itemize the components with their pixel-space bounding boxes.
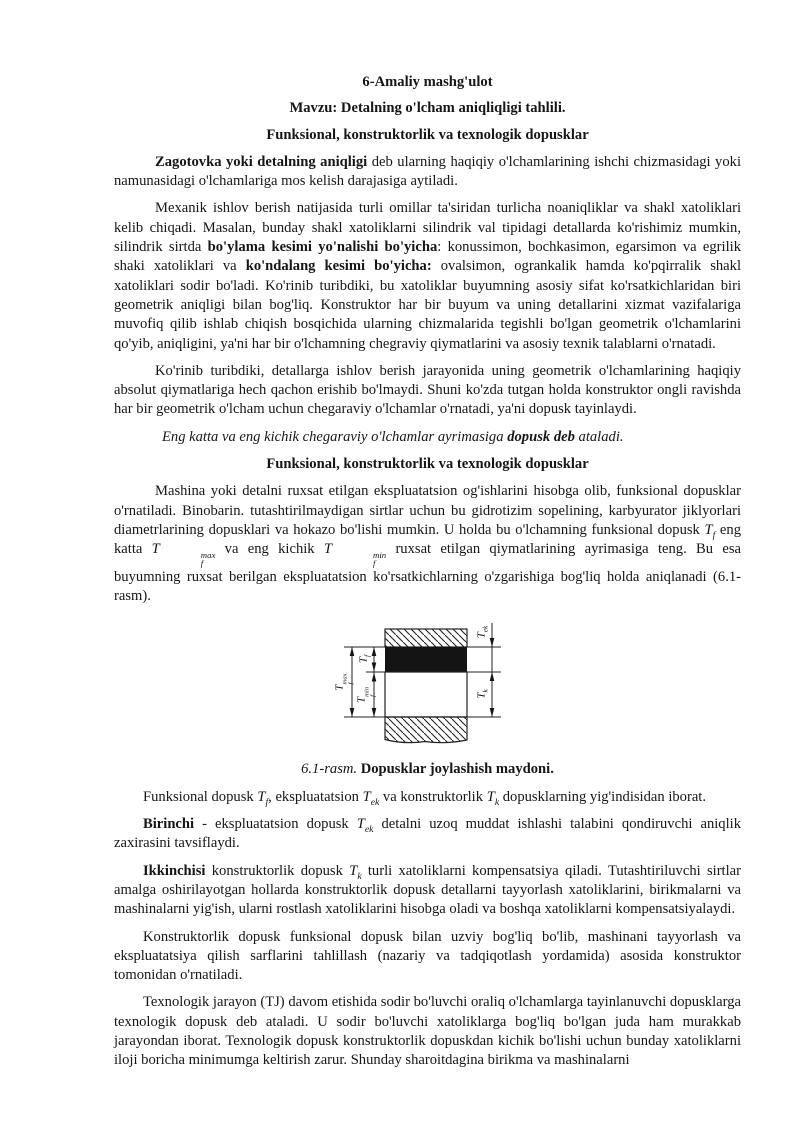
text-run: detalni uzoq muddat ishlashi talabini qondiruvchi aniqlik zaxirasini tavsiflaydi. [114, 816, 741, 852]
text-run: turli xatoliklarni kompensatsiya qiladi. Tutashtiriluvchi sirtlar amalga oshirilayotgan hollarda konstruktorlik dopusk detallarni tayyorlash xatoliklarini, birikmalarni va mashinalarni yig'ish, ularni rostlash xatoliklarini hisobga oladi va boshqa xatoliklarni kompensatsiyalaydi. [114, 862, 741, 918]
text-run: dopusk deb [507, 428, 575, 445]
math-symbol-tf: $T_f$ [357, 655, 372, 664]
text-run: eng katta [114, 521, 741, 558]
text-run: deb ularning haqiqiy o'lchamlarining ishchi chizmasidagi yoki namunasidagi o'lchamlariga mos kelish darajasiga aytiladi. [114, 153, 742, 190]
text-run: ovalsimon, ogrankalik hamda ko'pqirralik shakl xatoliklari sodir bo'ladi. Ko'rinib turibdiki, bu xatoliklar buyumning asosiy sifat ko'rsatkichlaridan biri geometrik aniqligi bilan bog'liq. Konstruktor har bir buyum va uning detallarini xizmat vazifalariga muvofiq qilib ishlab chiqish bosqichida ularning chizmalarida tegishli bo'lgan geometrik o'lchamlarini qo'yib, aniqligini, ya'ni har bir o'lchamning chegraviy qiymatlarini va asosiy texnik talablarni o'rnatadi. [114, 258, 741, 352]
figure-caption [114, 760, 741, 779]
math-symbol-tek: $T_{ek}$ [362, 788, 380, 808]
text-run: 6.1-rasm. [301, 761, 358, 778]
text-run: Birinchi [143, 816, 195, 833]
text-run: va eng kichik [215, 541, 324, 558]
math-symbol-tf: $T_f$ [257, 788, 269, 808]
text-run: ko'ndalang kesimi bo'yicha: [245, 258, 432, 275]
text-run: Mavzu: Detalning o'lcham aniqliqligi tahlili. [289, 100, 566, 117]
text-run: Ikkinchisi [143, 862, 206, 879]
text-run: - ekspluatatsion dopusk [194, 816, 357, 833]
text-flow-before-figure [114, 73, 741, 606]
tolerance-diagram-drawing [284, 614, 544, 752]
text-run: ruxsat etilgan qiymatlarining ayrimasiga teng. Bu esa buyumning ruxsat berilgan ekspluatatsion ko'rsatkichlarning o'zgarishiga bog'liq holda aniqlanadi (6.1-rasm). [114, 541, 741, 605]
paragraph [114, 993, 741, 1070]
emphasized-line [114, 428, 741, 447]
text-run: Eng katta va eng kichik chegaraviy o'lchamlar ayrimasiga [162, 428, 508, 445]
text-run: Konstruktorlik dopusk funksional dopusk bilan uzviy bog'liq bo'lib, mashinani tayyorlash va ekspluatatsiya qilish sarflarini tahlillash (nazariy va tadqiqotlash yordamida) asosida konstruktor tomonidan o'rnatiladi. [114, 928, 741, 984]
text-run: Mashina yoki detalni ruxsat etilgan ekspluatatsion og'ishlarini hisobga olib, funksional dopusklar o'rnatiladi. Binobarin. tutashtirilmaydigan sirtlar uchun bu gidrotizim sopelining, karbyurator jiklyorlari diametrlarining dopusklari va hokazo bo'lishi mumkin. U holda bu o'lchamning funksional dopusk [114, 483, 741, 538]
text-run: , ekspluatatsion [268, 788, 363, 805]
tolerance-gap-white-region [385, 672, 467, 717]
heading [114, 99, 741, 118]
text-run: konstruktorlik dopusk [205, 862, 350, 879]
text-run: bo'ylama kesimi yo'nalishi bo'yicha [207, 239, 438, 256]
text-run: : konussimon, bochkasimon, egarsimon va egrilik shaki xatoliklari va [114, 239, 741, 275]
text-run: Texnologik jarayon (TJ) davom etishida sodir bo'luvchi oraliq o'lchamlarga tayinlanuvchi dopusklarga texnologik dopusk deb ataladi. U sodir bo'luvchi xatoliklarga bog'liq bo'lgan juda ham murakkab jarayondan iborat. Texnologik dopusk konstruktorlik dopuskdan kichik bo'lishi uchun bunday xatoliklarni iloji boricha minimumga keltirish zarur. Shunday sharoitdagina birikma va mashinalarni [114, 994, 741, 1069]
math-symbol-tfmin: T min f [323, 541, 387, 568]
paragraph [114, 482, 741, 606]
paragraph [114, 153, 741, 192]
text-run: Ko'rinib turibdiki, detallarga ishlov berish jarayonida uning geometrik o'lchamlarining haqiqiy absolut qiymatlariga hech qachon erishib bo'lmaydi. Shuni ko'zda tutgan holda konstruktor ongli ravishda har bir geometrik o'lcham uchun chegaraviy o'lchamlar o'rnatadi, ya'ni dopusk tayinlaydi. [114, 362, 741, 418]
math-symbol-tk: $T_k$ [475, 689, 490, 700]
document-content [114, 0, 741, 1071]
figure-6-1-diagram [284, 614, 544, 752]
figure-label-tf [354, 655, 373, 663]
math-symbol-tek: $T_{ek}$ [356, 816, 374, 835]
heading [114, 73, 741, 92]
paragraph [114, 199, 741, 353]
heading [114, 126, 741, 145]
text-run: Funksional, konstruktorlik va texnologik dopusklar [266, 126, 589, 143]
figure-label-tk [472, 690, 491, 699]
math-symbol-tf: $T_f$ [704, 521, 716, 541]
math-symbol-tf-min: T min f [355, 687, 376, 704]
text-flow-after-figure [114, 760, 741, 1070]
math-symbol-tfmax: T max f [151, 541, 216, 568]
paragraph [114, 862, 741, 920]
text-run: Funksional, konstruktorlik va texnologik dopusklar [266, 456, 589, 473]
hatched-block-top [385, 629, 467, 647]
text-run: Mexanik ishlov berish natijasida turli omillar ta'siridan turlicha noaniqliklar va shakl xatoliklari kelib chiqadi. Masalan, bunday shakl xatoliklarni silindrik val tipidagi detallarda ko'rishimiz mumkin, silindrik sirtda [114, 200, 741, 256]
hatched-block-bottom [385, 717, 467, 743]
text-run: dopusklarning yig'indisidan iborat. [499, 788, 707, 805]
figure-label-tf-min [352, 687, 376, 703]
text-run: Zagotovka yoki detalning aniqligi [155, 153, 368, 170]
math-symbol-tf-max: T max f [333, 673, 354, 691]
text-run: 6-Amaliy mashg'ulot [362, 74, 493, 90]
text-run: Funksional dopusk [143, 788, 258, 805]
paragraph [114, 815, 741, 854]
text-run: Dopusklar joylashish maydoni. [360, 761, 554, 778]
math-symbol-tk: $T_k$ [349, 862, 362, 882]
paragraph [114, 362, 741, 420]
tolerance-zone-black-bar [385, 647, 467, 672]
paragraph [114, 788, 741, 807]
math-symbol-tk: $T_k$ [486, 788, 500, 808]
math-symbol-tek: $T_{ek}$ [475, 626, 490, 639]
figure-label-tf-max [330, 674, 354, 691]
text-run: va konstruktorlik [379, 788, 487, 805]
paragraph [114, 928, 741, 986]
figure-label-tek [472, 626, 491, 639]
text-run: ataladi. [574, 428, 624, 445]
heading [114, 455, 741, 474]
